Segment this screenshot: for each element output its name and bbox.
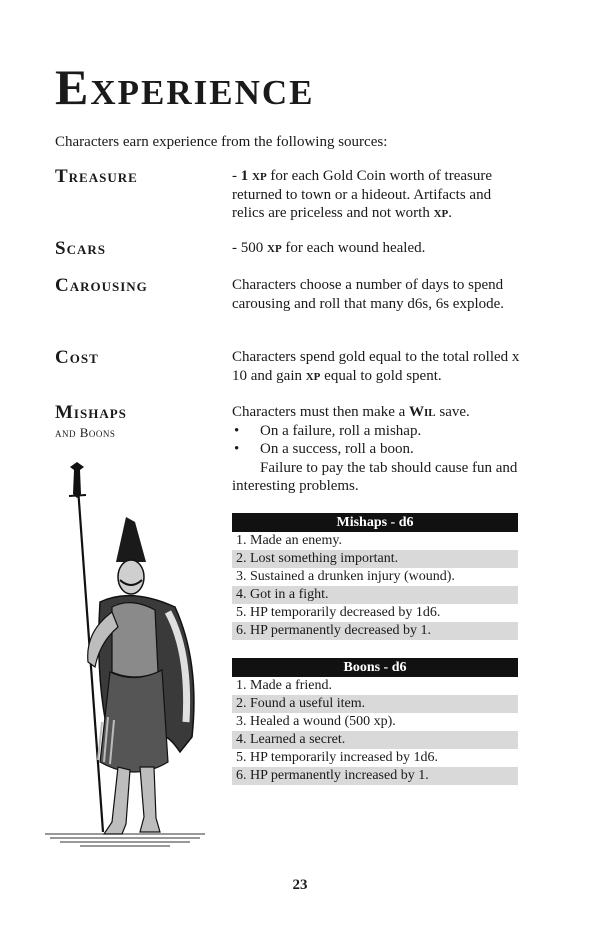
desc-scars-part: - 500: [232, 240, 267, 256]
table-row: 5. HP temporarily decreased by 1d6.: [236, 605, 441, 620]
desc-treasure-part: for each Gold Coin worth of treasure returned to town or a hideout. Artifacts and relics are priceless and not worth: [232, 168, 493, 221]
desc-scars-part: for each wound healed.: [281, 240, 426, 256]
boons-table: [232, 658, 518, 785]
desc-treasure: [232, 167, 522, 223]
term-mishaps-sub: and Boons: [55, 425, 116, 440]
left-leg: [104, 767, 130, 834]
desc-carousing: Characters choose a number of days to spend carousing and roll that many d6s, 6s explode.: [232, 277, 505, 312]
xp-term: xp: [267, 240, 282, 256]
pointed-hat: [116, 517, 146, 562]
boons-table-header: Boons - d6: [232, 658, 518, 677]
table-row: 1. Made an enemy.: [236, 533, 342, 548]
desc-treasure-part: .: [448, 205, 453, 221]
desc-cost: [232, 348, 522, 385]
term-treasure: Treasure: [55, 166, 138, 187]
spear-head: [70, 462, 84, 498]
desc-treasure-part: -: [232, 168, 241, 184]
table-row: 6. HP permanently increased by 1.: [232, 767, 518, 785]
bullet-item: • On a success, roll a boon.: [232, 440, 522, 459]
desc-mishaps-part: save.: [435, 404, 470, 420]
mishaps-bullets: [232, 422, 522, 459]
table-row: 2. Lost something important.: [232, 550, 518, 568]
table-row: 4. Got in a fight.: [232, 586, 518, 604]
table-row: 2. Found a useful item.: [232, 695, 518, 713]
table-row: 3. Healed a wound (500 xp).: [236, 714, 396, 729]
page-title: Experience: [55, 59, 315, 115]
term-cost: Cost: [55, 347, 99, 368]
head: [118, 560, 144, 594]
table-row: 4. Learned a secret.: [232, 731, 518, 749]
ground-hatching: [45, 834, 205, 846]
desc-scars: [232, 239, 522, 258]
term-mishaps-label: Mishaps: [55, 402, 127, 423]
wil-term: Wil: [409, 404, 436, 420]
bullet-item: • On a failure, roll a mishap.: [232, 422, 522, 441]
term-carousing: Carousing: [55, 275, 148, 296]
term-scars: Scars: [55, 238, 106, 259]
desc-cost-part: equal to gold spent.: [320, 367, 442, 384]
mishaps-table: [232, 513, 518, 640]
mishaps-note-text: Failure to pay the tab should cause fun and interesting problems.: [232, 459, 518, 494]
xp-term: xp: [433, 205, 449, 221]
table-row: 1. Made a friend.: [236, 678, 333, 693]
term-mishaps: [55, 403, 225, 441]
xp-term: xp: [305, 367, 321, 384]
desc-mishaps: [232, 403, 522, 496]
table-row: 3. Sustained a drunken injury (wound).: [236, 569, 455, 584]
table-row: 5. HP temporarily increased by 1d6.: [236, 750, 439, 765]
warrior-illustration: [40, 462, 215, 850]
page-number: 23: [292, 877, 308, 893]
mishaps-note: [232, 459, 522, 496]
table-row: 6. HP permanently decreased by 1.: [232, 622, 518, 640]
desc-mishaps-line: [232, 403, 522, 422]
intro-text: Characters earn experience from the following sources:: [55, 134, 388, 150]
mishaps-table-header: Mishaps - d6: [232, 513, 518, 532]
desc-mishaps-part: Characters must then make a: [232, 404, 410, 420]
torso: [112, 603, 158, 677]
spear-crossbar: [69, 495, 86, 496]
desc-cost-part: Characters spend gold equal to the total rolled x 10 and gain: [232, 349, 520, 384]
right-leg: [140, 767, 160, 832]
xp-term: 1 xp: [240, 168, 267, 184]
